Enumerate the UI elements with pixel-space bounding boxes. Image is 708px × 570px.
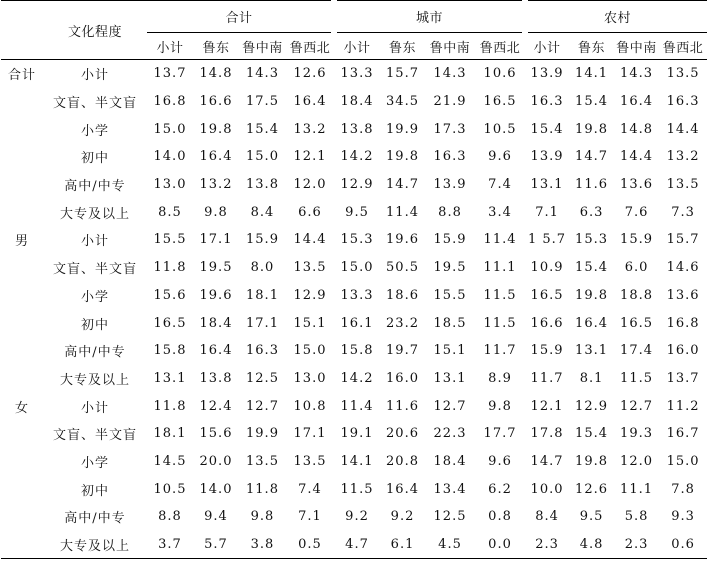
value-cell: 11.8: [246, 481, 279, 497]
value-cell: 11.7: [483, 343, 517, 359]
table-row: [1, 115, 707, 143]
table-row: [1, 282, 707, 310]
value-cell: 11.5: [340, 481, 374, 497]
value-cell: 14.2: [340, 149, 374, 165]
value-cell: 12.1: [293, 149, 327, 165]
value-cell: 15.0: [153, 121, 187, 137]
value-cell: 19.9: [386, 121, 419, 137]
value-cell: 16.6: [530, 315, 564, 331]
row-education-label: 小学: [80, 289, 109, 305]
value-cell: 9.2: [345, 509, 369, 525]
value-cell: 8.4: [535, 509, 559, 525]
value-cell: 11.8: [153, 398, 187, 414]
value-cell: 5.7: [204, 537, 228, 553]
row-group-label: [1, 88, 43, 116]
value-cell: 15.1: [433, 343, 467, 359]
value-cell: 6.1: [390, 537, 415, 553]
table-row: [1, 226, 707, 254]
value-cell: 19.6: [386, 232, 419, 248]
value-cell: 9.3: [671, 509, 695, 525]
sub-header: 鲁中南: [429, 40, 471, 56]
value-cell: 16.5: [153, 315, 187, 331]
table-row: [1, 88, 707, 116]
value-cell: 15.7: [666, 232, 700, 248]
value-cell: 18.4: [433, 453, 467, 469]
table-row: [1, 392, 707, 420]
value-cell: 13.1: [153, 370, 187, 386]
value-cell: 9.6: [488, 149, 512, 165]
value-cell: 17.8: [530, 426, 564, 442]
value-cell: 8.0: [250, 260, 275, 276]
value-cell: 13.5: [293, 453, 327, 469]
value-cell: 13.0: [153, 177, 187, 193]
row-group-label: [1, 531, 43, 559]
value-cell: 12.5: [433, 509, 467, 525]
value-cell: 6.3: [579, 204, 604, 220]
value-cell: 14.4: [666, 121, 700, 137]
row-group-label: 合计: [7, 68, 36, 84]
value-cell: 20.0: [199, 453, 233, 469]
row-education-label: 初中: [80, 483, 109, 499]
value-cell: 13.5: [246, 453, 279, 469]
value-cell: 13.2: [666, 149, 700, 165]
row-group-label: [1, 475, 43, 503]
value-cell: 2.3: [624, 537, 649, 553]
header-row-groups: [1, 1, 707, 33]
value-cell: 0.0: [488, 537, 512, 553]
value-cell: 11.4: [340, 398, 374, 414]
value-cell: 16.4: [293, 94, 327, 110]
value-cell: 1 5.7: [527, 232, 567, 248]
row-education-label: 大专及以上: [59, 372, 130, 388]
value-cell: 17.5: [246, 94, 279, 110]
value-cell: 13.8: [246, 177, 279, 193]
value-cell: 15.9: [530, 343, 564, 359]
value-cell: 19.5: [433, 260, 467, 276]
value-cell: 13.1: [530, 177, 564, 193]
value-cell: 14.8: [199, 66, 233, 82]
value-cell: 14.1: [340, 453, 374, 469]
value-cell: 17.1: [293, 426, 327, 442]
value-cell: 15.4: [575, 94, 608, 110]
table-row: [1, 337, 707, 365]
sub-header: 鲁东: [389, 40, 417, 56]
value-cell: 17.4: [620, 343, 653, 359]
value-cell: 0.5: [298, 537, 322, 553]
table-row: [1, 448, 707, 476]
value-cell: 2.3: [535, 537, 559, 553]
value-cell: 20.6: [386, 426, 419, 442]
value-cell: 11.8: [153, 260, 187, 276]
value-cell: 0.8: [488, 509, 512, 525]
value-cell: 13.5: [666, 177, 700, 193]
row-group-label: [1, 503, 43, 531]
value-cell: 11.1: [620, 481, 653, 497]
value-cell: 10.5: [483, 121, 517, 137]
row-education-label: 小计: [80, 234, 109, 250]
value-cell: 16.3: [246, 343, 279, 359]
value-cell: 11.4: [386, 204, 419, 220]
value-cell: 19.7: [386, 343, 419, 359]
value-cell: 11.6: [575, 177, 608, 193]
value-cell: 16.4: [620, 94, 653, 110]
table-row: [1, 365, 707, 393]
value-cell: 3.4: [488, 204, 512, 220]
row-group-label: [1, 448, 43, 476]
stub-empty-cell: [1, 33, 43, 60]
value-cell: 16.8: [153, 94, 187, 110]
value-cell: 13.5: [666, 66, 700, 82]
value-cell: 15.8: [153, 343, 187, 359]
row-education-label: 小学: [80, 123, 109, 139]
value-cell: 12.5: [246, 370, 279, 386]
value-cell: 21.9: [433, 94, 467, 110]
value-cell: 8.5: [158, 204, 182, 220]
value-cell: 13.3: [340, 287, 374, 303]
value-cell: 13.6: [666, 287, 700, 303]
value-cell: 14.4: [293, 232, 327, 248]
sub-header: 小计: [343, 40, 371, 56]
value-cell: 14.3: [433, 66, 467, 82]
value-cell: 8.4: [250, 204, 275, 220]
value-cell: 18.5: [433, 315, 467, 331]
value-cell: 13.9: [530, 66, 564, 82]
value-cell: 12.1: [530, 398, 564, 414]
value-cell: 17.1: [199, 232, 233, 248]
value-cell: 12.9: [340, 177, 374, 193]
value-cell: 9.2: [390, 509, 415, 525]
value-cell: 9.5: [345, 204, 369, 220]
value-cell: 9.5: [579, 509, 604, 525]
table-row: [1, 420, 707, 448]
row-education-label: 小计: [80, 400, 109, 416]
sub-header: 鲁中南: [242, 40, 283, 56]
value-cell: 16.4: [386, 481, 419, 497]
row-education-label: 小学: [80, 455, 109, 471]
value-cell: 8.1: [579, 370, 604, 386]
value-cell: 17.3: [433, 121, 467, 137]
value-cell: 14.7: [575, 149, 608, 165]
row-education-label: 高中/中专: [64, 345, 126, 361]
value-cell: 14.4: [620, 149, 653, 165]
row-education-label: 高中/中专: [64, 179, 126, 195]
value-cell: 14.3: [246, 66, 279, 82]
value-cell: 11.5: [620, 370, 653, 386]
group-header-city: 城市: [334, 1, 525, 33]
value-cell: 16.4: [575, 315, 608, 331]
value-cell: 9.6: [488, 453, 512, 469]
value-cell: 15.4: [575, 426, 608, 442]
data-table: [1, 0, 707, 559]
value-cell: 4.7: [345, 537, 369, 553]
value-cell: 15.3: [575, 232, 608, 248]
value-cell: 19.5: [199, 260, 233, 276]
value-cell: 9.8: [250, 509, 275, 525]
row-group-label: [1, 309, 43, 337]
value-cell: 18.8: [620, 287, 653, 303]
value-cell: 16.5: [483, 94, 517, 110]
sub-header: 鲁西北: [662, 40, 704, 56]
value-cell: 15.6: [199, 426, 233, 442]
value-cell: 23.2: [386, 315, 419, 331]
value-cell: 16.0: [666, 343, 700, 359]
value-cell: 5.8: [624, 509, 649, 525]
value-cell: 7.1: [535, 204, 559, 220]
row-education-label: 大专及以上: [59, 539, 130, 555]
table-row: [1, 475, 707, 503]
value-cell: 15.0: [293, 343, 327, 359]
value-cell: 14.0: [199, 481, 233, 497]
value-cell: 12.0: [293, 177, 327, 193]
value-cell: 11.4: [483, 232, 517, 248]
value-cell: 16.8: [666, 315, 700, 331]
value-cell: 15.7: [386, 66, 419, 82]
value-cell: 12.7: [433, 398, 467, 414]
value-cell: 13.7: [666, 370, 700, 386]
value-cell: 13.2: [199, 177, 233, 193]
value-cell: 10.6: [483, 66, 517, 82]
value-cell: 4.5: [438, 537, 462, 553]
row-group-label: [1, 282, 43, 310]
table-row: [1, 198, 707, 226]
table-row: [1, 254, 707, 282]
table-row: [1, 143, 707, 171]
value-cell: 16.3: [530, 94, 564, 110]
value-cell: 11.5: [483, 315, 517, 331]
value-cell: 8.8: [438, 204, 462, 220]
value-cell: 11.7: [530, 370, 564, 386]
value-cell: 8.9: [488, 370, 512, 386]
value-cell: 13.8: [199, 370, 233, 386]
value-cell: 12.9: [575, 398, 608, 414]
table-row: [1, 309, 707, 337]
row-group-label: [1, 198, 43, 226]
value-cell: 19.1: [340, 426, 374, 442]
value-cell: 22.3: [433, 426, 467, 442]
group-header-rural: 农村: [525, 1, 707, 33]
value-cell: 13.9: [530, 149, 564, 165]
value-cell: 6.0: [624, 260, 649, 276]
value-cell: 15.9: [246, 232, 279, 248]
value-cell: 14.5: [153, 453, 187, 469]
value-cell: 16.7: [666, 426, 700, 442]
row-group-label: [1, 171, 43, 199]
value-cell: 15.3: [340, 232, 374, 248]
value-cell: 12.6: [293, 66, 327, 82]
value-cell: 18.1: [153, 426, 187, 442]
value-cell: 19.3: [620, 426, 653, 442]
value-cell: 6.2: [488, 481, 512, 497]
sub-header: 鲁中南: [616, 40, 657, 56]
row-group-label: [1, 420, 43, 448]
stub-header-education: 文化程度: [67, 24, 122, 40]
value-cell: 13.5: [293, 260, 327, 276]
sub-header: 鲁东: [202, 40, 230, 56]
value-cell: 19.9: [246, 426, 279, 442]
value-cell: 15.4: [530, 121, 564, 137]
value-cell: 18.4: [340, 94, 374, 110]
value-cell: 9.8: [204, 204, 228, 220]
value-cell: 15.0: [340, 260, 374, 276]
row-group-label: [1, 143, 43, 171]
sub-header: 鲁西北: [289, 40, 331, 56]
row-group-label: [1, 254, 43, 282]
value-cell: 19.8: [199, 121, 233, 137]
value-cell: 17.7: [483, 426, 517, 442]
row-group-label: 女: [14, 400, 29, 416]
value-cell: 16.4: [199, 343, 233, 359]
row-group-label: [1, 337, 43, 365]
row-group-label: [1, 365, 43, 393]
table-row: [1, 503, 707, 531]
value-cell: 15.9: [433, 232, 467, 248]
value-cell: 34.5: [386, 94, 419, 110]
value-cell: 12.7: [620, 398, 653, 414]
sub-header: 小计: [533, 40, 561, 56]
value-cell: 10.8: [293, 398, 327, 414]
value-cell: 13.7: [153, 66, 187, 82]
value-cell: 11.1: [483, 260, 517, 276]
sub-header: 小计: [156, 40, 184, 56]
value-cell: 15.0: [666, 453, 700, 469]
row-group-label: [1, 115, 43, 143]
value-cell: 16.0: [386, 370, 419, 386]
value-cell: 3.7: [158, 537, 182, 553]
value-cell: 12.0: [620, 453, 653, 469]
value-cell: 6.6: [298, 204, 322, 220]
value-cell: 10.9: [530, 260, 564, 276]
value-cell: 13.6: [620, 177, 653, 193]
value-cell: 18.6: [386, 287, 419, 303]
value-cell: 50.5: [386, 260, 419, 276]
value-cell: 13.2: [293, 121, 327, 137]
value-cell: 3.8: [250, 537, 275, 553]
row-education-label: 初中: [80, 151, 109, 167]
value-cell: 16.5: [620, 315, 653, 331]
value-cell: 19.8: [386, 149, 419, 165]
value-cell: 14.7: [386, 177, 419, 193]
value-cell: 13.0: [293, 370, 327, 386]
value-cell: 12.7: [246, 398, 279, 414]
sub-header: 鲁西北: [479, 40, 521, 56]
value-cell: 18.4: [199, 315, 233, 331]
value-cell: 19.6: [199, 287, 233, 303]
value-cell: 19.8: [575, 121, 608, 137]
value-cell: 7.4: [298, 481, 322, 497]
value-cell: 16.5: [530, 287, 564, 303]
value-cell: 19.8: [575, 453, 608, 469]
value-cell: 15.0: [246, 149, 279, 165]
value-cell: 12.4: [199, 398, 233, 414]
value-cell: 14.1: [575, 66, 608, 82]
value-cell: 19.8: [575, 287, 608, 303]
table-row: [1, 531, 707, 559]
value-cell: 15.8: [340, 343, 374, 359]
sub-header: 鲁东: [578, 40, 606, 56]
row-education-label: 高中/中专: [64, 511, 126, 527]
stub-empty-cell: [1, 1, 43, 33]
value-cell: 12.9: [293, 287, 327, 303]
table-row: [1, 171, 707, 199]
value-cell: 16.1: [340, 315, 374, 331]
value-cell: 16.3: [433, 149, 467, 165]
value-cell: 14.2: [340, 370, 374, 386]
value-cell: 7.6: [624, 204, 649, 220]
value-cell: 4.8: [579, 537, 604, 553]
value-cell: 13.1: [575, 343, 608, 359]
row-education-label: 初中: [80, 317, 109, 333]
value-cell: 16.6: [199, 94, 233, 110]
value-cell: 14.6: [666, 260, 700, 276]
value-cell: 7.8: [671, 481, 695, 497]
value-cell: 14.8: [620, 121, 653, 137]
value-cell: 13.8: [340, 121, 374, 137]
row-group-label: 男: [14, 234, 29, 250]
value-cell: 16.4: [199, 149, 233, 165]
value-cell: 12.6: [575, 481, 608, 497]
value-cell: 14.3: [620, 66, 653, 82]
value-cell: 15.6: [153, 287, 187, 303]
value-cell: 10.5: [153, 481, 187, 497]
value-cell: 14.7: [530, 453, 564, 469]
value-cell: 15.5: [153, 232, 187, 248]
value-cell: 8.8: [158, 509, 182, 525]
value-cell: 15.4: [575, 260, 608, 276]
row-education-label: 文盲、半文盲: [52, 262, 137, 278]
value-cell: 20.8: [386, 453, 419, 469]
value-cell: 9.8: [488, 398, 512, 414]
row-education-label: 文盲、半文盲: [52, 96, 137, 112]
value-cell: 14.0: [153, 149, 187, 165]
row-education-label: 小计: [80, 68, 109, 84]
value-cell: 13.1: [433, 370, 467, 386]
value-cell: 7.3: [671, 204, 695, 220]
value-cell: 15.1: [293, 315, 327, 331]
value-cell: 17.1: [246, 315, 279, 331]
value-cell: 11.6: [386, 398, 419, 414]
value-cell: 13.4: [433, 481, 467, 497]
value-cell: 16.3: [666, 94, 700, 110]
value-cell: 11.2: [666, 398, 700, 414]
value-cell: 11.5: [483, 287, 517, 303]
value-cell: 7.4: [488, 177, 512, 193]
table-row: [1, 60, 707, 88]
row-education-label: 大专及以上: [59, 206, 130, 222]
group-header-total: 合计: [147, 1, 334, 33]
value-cell: 0.6: [671, 537, 695, 553]
value-cell: 18.1: [246, 287, 279, 303]
value-cell: 10.0: [530, 481, 564, 497]
value-cell: 15.9: [620, 232, 653, 248]
value-cell: 9.4: [204, 509, 228, 525]
value-cell: 13.3: [340, 66, 374, 82]
value-cell: 15.4: [246, 121, 279, 137]
value-cell: 15.5: [433, 287, 467, 303]
value-cell: 13.9: [433, 177, 467, 193]
row-education-label: 文盲、半文盲: [52, 428, 137, 444]
value-cell: 7.1: [298, 509, 322, 525]
